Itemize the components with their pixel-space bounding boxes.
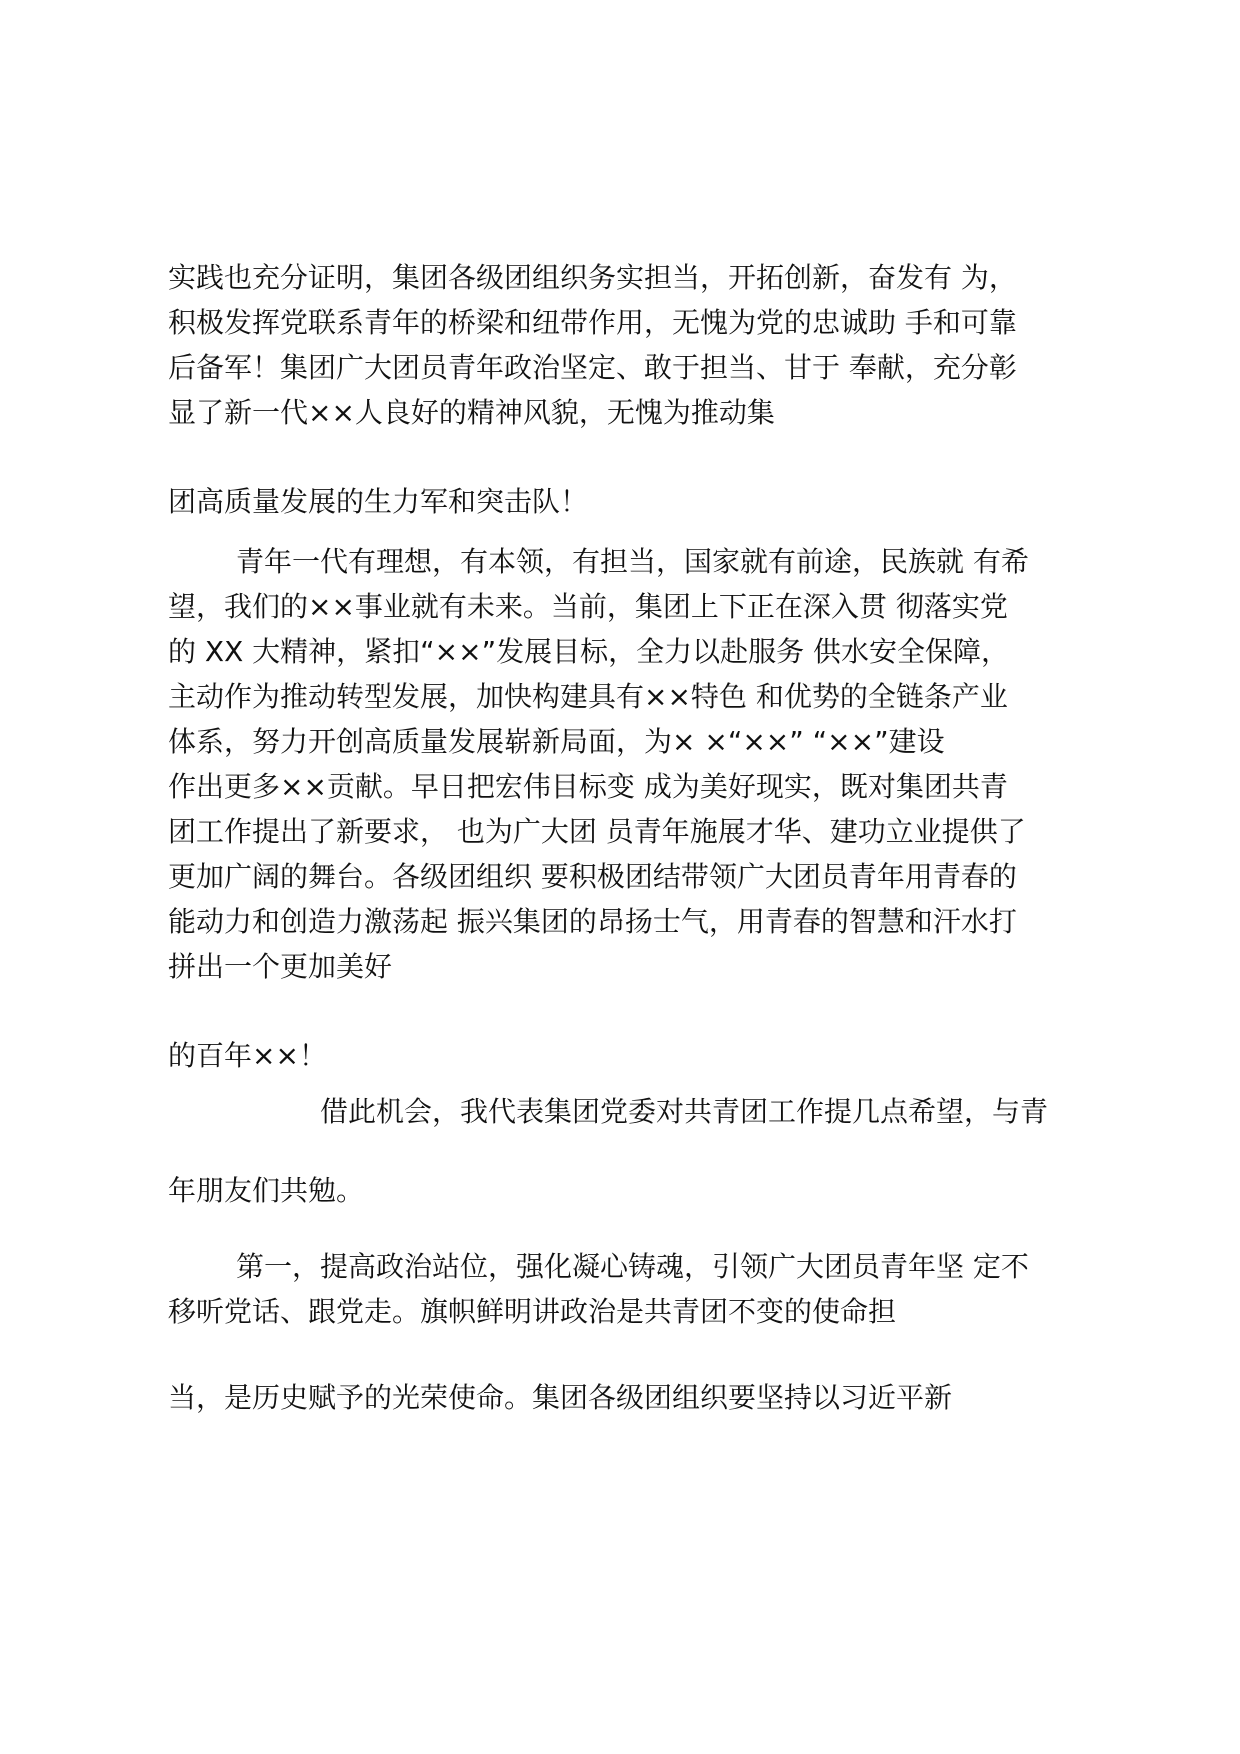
text-line: 当，是历史赋予的光荣使命。集团各级团组织要坚持以习近平新 bbox=[168, 1381, 953, 1414]
text-line: 团高质量发展的生力军和突击队！ bbox=[168, 485, 589, 518]
text-line: 更加广阔的舞台。各级团组织 要积极团结带领广大团员青年用青春的 bbox=[168, 860, 1017, 893]
text-line: 拼出一个更加美好 bbox=[168, 950, 393, 983]
text-line: 望，我们的××事业就有未来。当前，集团上下正在深入贯 彻落实党 bbox=[168, 590, 1008, 623]
text-line: 团工作提出了新要求， 也为广大团 员青年施展才华、建功立业提供了 bbox=[168, 815, 1026, 848]
text-line: 主动作为推动转型发展，加快构建具有××特色 和优势的全链条产业 bbox=[168, 680, 1008, 713]
text-line: 借此机会，我代表集团党委对共青团工作提几点希望，与青 bbox=[320, 1095, 1049, 1128]
text-line: 显了新一代××人良好的精神风貌，无愧为推动集 bbox=[168, 396, 775, 429]
text-line: 积极发挥党联系青年的桥梁和纽带作用，无愧为党的忠诚助 手和可靠 bbox=[168, 306, 1017, 339]
text-line: 后备军！集团广大团员青年政治坚定、敢于担当、甘于 奉献，充分彰 bbox=[168, 351, 1017, 384]
text-line: 的 XX 大精神，紧扣“××”发展目标，全力以赴服务 供水安全保障， bbox=[168, 635, 1010, 668]
text-line: 实践也充分证明，集团各级团组织务实担当，开拓创新，奋发有 为， bbox=[168, 261, 1017, 294]
text-line: 第一，提高政治站位，强化凝心铸魂，引领广大团员青年坚 定不 bbox=[236, 1250, 1029, 1283]
text-line: 年朋友们共勉。 bbox=[168, 1174, 365, 1207]
text-line: 青年一代有理想，有本领，有担当，国家就有前途，民族就 有希 bbox=[236, 545, 1029, 578]
text-line: 体系，努力开创高质量发展崭新局面，为× ×“××” “××”建设 bbox=[168, 725, 945, 758]
text-line: 能动力和创造力激荡起 振兴集团的昂扬士气，用青春的智慧和汗水打 bbox=[168, 905, 1017, 938]
text-line: 作出更多××贡献。早日把宏伟目标变 成为美好现实，既对集团共青 bbox=[168, 770, 1008, 803]
text-line: 移听党话、跟党走。旗帜鲜明讲政治是共青团不变的使命担 bbox=[168, 1295, 897, 1328]
text-line: 的百年××！ bbox=[168, 1039, 327, 1072]
